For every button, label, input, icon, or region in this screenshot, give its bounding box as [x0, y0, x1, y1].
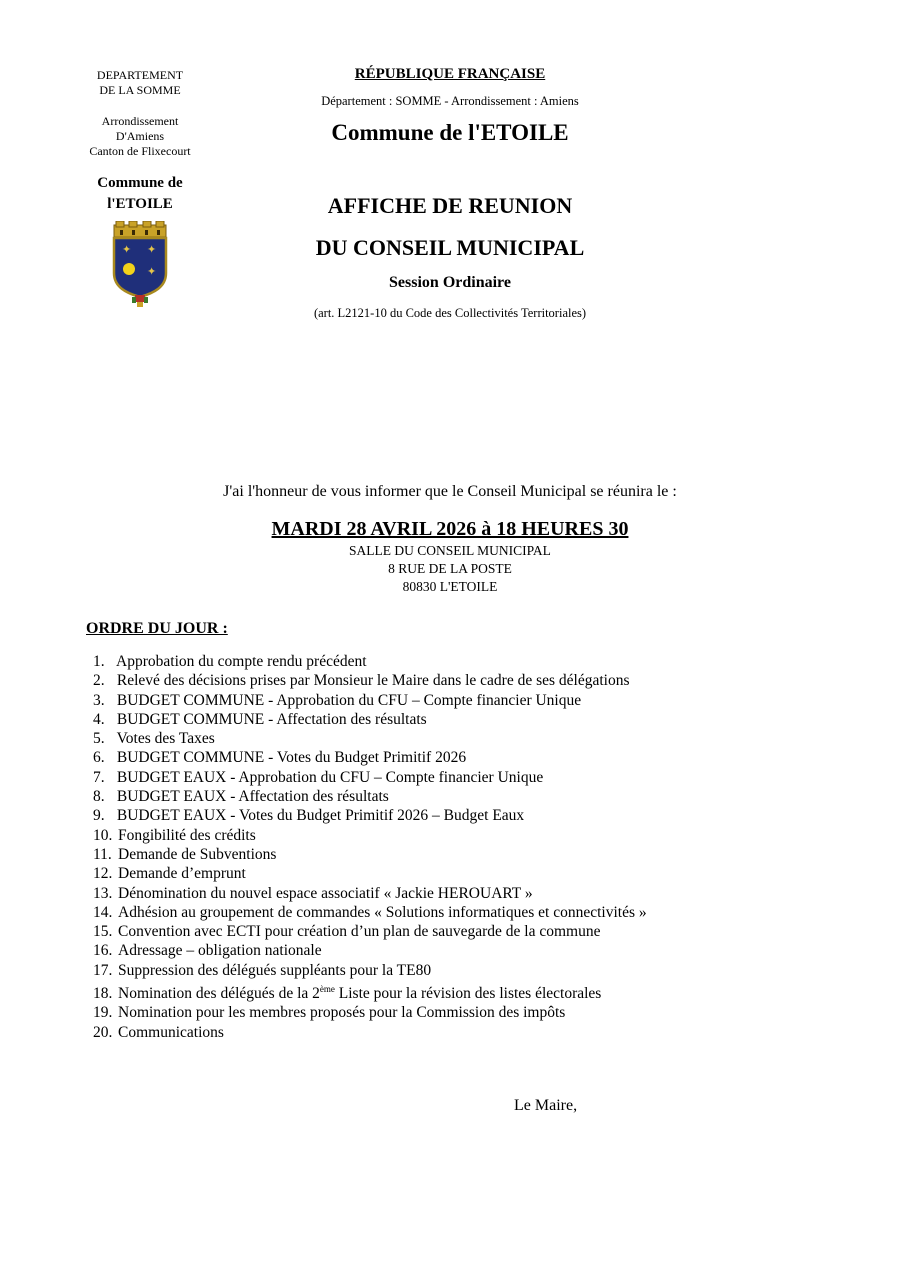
agenda-item: 3. BUDGET COMMUNE - Approbation du CFU – Compte financier Unique	[93, 691, 582, 709]
agenda-item: 7. BUDGET EAUX - Approbation du CFU – Compte financier Unique	[93, 768, 544, 786]
conseil-title: DU CONSEIL MUNICIPAL	[315, 235, 585, 260]
agenda-item: 15. Convention avec ECTI pour création d’un plan de sauvegarde de la commune	[93, 923, 601, 941]
agenda-item: 10. Fongibilité des crédits	[93, 826, 256, 844]
agenda-item: 18. Nomination des délégués de la 2ème Liste pour la révision des listes électorales	[93, 984, 602, 1003]
commune-line-2: l'ETOILE	[107, 196, 173, 212]
arr-line-3: Canton de Flixecourt	[89, 144, 191, 158]
department-block	[60, 68, 220, 307]
svg-text:✦: ✦	[147, 243, 157, 256]
svg-text:✦: ✦	[147, 265, 157, 278]
arr-line-1: Arrondissement	[101, 114, 179, 128]
agenda-item: 8. BUDGET EAUX - Affectation des résultats	[93, 788, 389, 806]
agenda-item: 6. BUDGET COMMUNE - Votes du Budget Primitif 2026	[93, 749, 467, 767]
commune-label	[60, 173, 220, 215]
agenda-item: 13. Dénomination du nouvel espace associatif « Jackie HEROUART »	[93, 884, 533, 902]
agenda-item: 9. BUDGET EAUX - Votes du Budget Primitif 2026 – Budget Eaux	[93, 807, 525, 825]
meeting-date: MARDI 28 AVRIL 2026 à 18 HEURES 30	[271, 518, 629, 540]
agenda-item: 17. Suppression des délégués suppléants pour la TE80	[93, 961, 432, 979]
agenda-item: 20. Communications	[93, 1023, 224, 1041]
signature: Le Maire,	[514, 1097, 578, 1114]
meeting-street: 8 RUE DE LA POSTE	[388, 561, 512, 576]
agenda-item: 19. Nomination pour les membres proposés pour la Commission des impôts	[93, 1004, 566, 1022]
dept-line-1: DEPARTEMENT	[96, 68, 184, 82]
agenda-item: 4. BUDGET COMMUNE - Affectation des résultats	[93, 710, 427, 728]
department-line: Département : SOMME - Arrondissement : Amiens	[321, 94, 579, 108]
dept-line-2: DE LA SOMME	[99, 83, 181, 97]
meeting-city: 80830 L'ETOILE	[402, 579, 498, 594]
agenda-item: 12. Demande d’emprunt	[93, 865, 246, 883]
coat-of-arms-icon	[108, 221, 172, 307]
arr-line-2: D'Amiens	[115, 129, 165, 143]
commune-title: Commune de l'ETOILE	[331, 120, 569, 145]
republique-title: RÉPUBLIQUE FRANÇAISE	[354, 66, 546, 82]
agenda-item: 16. Adressage – obligation nationale	[93, 942, 322, 960]
agenda-item: 14. Adhésion au groupement de commandes « Solutions informatiques et connectivités »	[93, 903, 647, 921]
session-label: Session Ordinaire	[389, 274, 511, 291]
agenda-item: 5. Votes des Taxes	[93, 730, 215, 748]
agenda-title: ORDRE DU JOUR :	[86, 620, 228, 637]
meeting-intro: J'ai l'honneur de vous informer que le Conseil Municipal se réunira le :	[223, 483, 677, 500]
agenda-item: 11. Demande de Subventions	[93, 845, 277, 863]
article-reference: (art. L2121-10 du Code des Collectivités Territoriales)	[313, 306, 587, 320]
agenda-item: 1. Approbation du compte rendu précédent	[93, 653, 367, 670]
meeting-venue: SALLE DU CONSEIL MUNICIPAL	[349, 543, 551, 558]
agenda-item: 2. Relevé des décisions prises par Monsieur le Maire dans le cadre de ses délégations	[93, 672, 630, 690]
affiche-title: AFFICHE DE REUNION	[327, 193, 573, 218]
commune-line-1: Commune de	[97, 175, 183, 191]
svg-text:✦: ✦	[122, 243, 132, 256]
agenda-list	[93, 652, 647, 1042]
header-block	[240, 64, 660, 321]
